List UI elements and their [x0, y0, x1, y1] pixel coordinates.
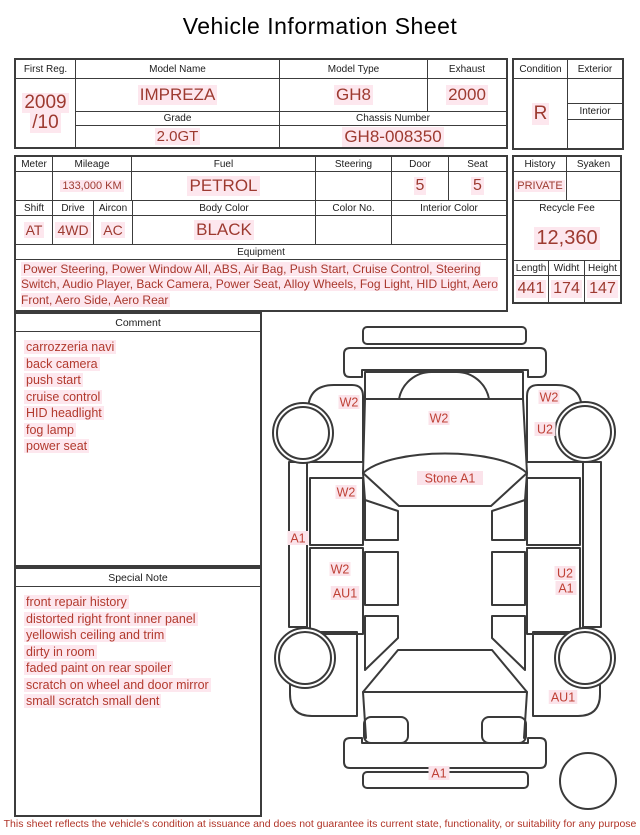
body-color-label: Body Color [133, 201, 316, 215]
width-label: Widht [549, 261, 585, 275]
exterior-value [568, 79, 622, 104]
right-front-door [527, 478, 580, 545]
note-line: yellowish ceiling and trim [26, 628, 165, 642]
interior-color-value [392, 216, 506, 244]
special-note-lines [16, 587, 260, 717]
color-no-value [316, 216, 392, 244]
recycle-fee-label: Recycle Fee [539, 203, 595, 214]
first-reg-value: 2009 /10 [16, 79, 76, 147]
damage-marker-right-rear-door: A1 [558, 581, 574, 596]
left-tail-light [364, 717, 408, 743]
registration-table [14, 58, 508, 149]
spec-table [14, 155, 508, 312]
headlight-arcs [399, 372, 489, 399]
damage-marker-right-front-fender: W2 [539, 390, 559, 405]
fuel-value: PETROL [132, 172, 316, 200]
note-line: push start [26, 373, 81, 387]
drive-value: 4WD [53, 216, 94, 244]
mileage-label: Mileage [53, 157, 132, 171]
damage-marker-right-rear-door: U2 [557, 566, 573, 581]
rear-bumper [344, 738, 546, 768]
chassis-number-label: Chassis Number [280, 112, 506, 126]
damage-marker-hood: W2 [429, 411, 449, 426]
note-line: power seat [26, 439, 88, 453]
note-line: distorted right front inner panel [26, 611, 196, 626]
front-panel [365, 372, 523, 399]
rear-left-wheel [275, 628, 335, 688]
length-value: 441 [514, 276, 549, 302]
damage-markers [288, 390, 578, 781]
length-label: Length [514, 261, 549, 275]
fuel-label: Fuel [132, 157, 316, 171]
footer-disclaimer: This sheet reflects the vehicle's condition at issuance and does not guarantee its current state, functionality, or suitability for any purpose [3, 818, 637, 830]
width-value: 174 [549, 276, 585, 302]
door-label: Door [392, 157, 449, 171]
meter-value [16, 172, 53, 200]
note-line: carrozzeria navi [26, 340, 115, 354]
meter-label: Meter [16, 157, 53, 171]
rear-window [363, 650, 527, 692]
damage-marker-right-front-fender: U2 [537, 422, 553, 437]
damage-marker-rear-bumper: A1 [431, 766, 447, 781]
model-name-label: Model Name [76, 60, 280, 79]
right-front-quarter-window [492, 500, 525, 540]
shift-value: AT [16, 216, 53, 244]
condition-label: Condition [514, 60, 568, 79]
model-name-value: IMPREZA [76, 79, 280, 112]
comment-title: Comment [16, 314, 260, 332]
exhaust-label: Exhaust [428, 60, 506, 79]
model-type-label: Model Type [280, 60, 428, 79]
body-color-value: BLACK [133, 216, 316, 244]
model-type-value: GH8 [280, 79, 428, 112]
front-bumper-strip [363, 327, 526, 344]
door-value: 5 [392, 172, 449, 200]
seat-label: Seat [467, 158, 488, 170]
car-damage-diagram [272, 315, 640, 810]
left-front-quarter-window [365, 500, 398, 540]
damage-marker-windshield: Stone A1 [424, 471, 476, 486]
special-note-box [14, 567, 262, 817]
seat-value: 5 [473, 177, 482, 194]
exterior-label: Exterior [568, 60, 622, 79]
note-line: HID headlight [26, 406, 102, 420]
shift-label: Shift [16, 201, 53, 215]
interior-value [568, 120, 622, 148]
spare-wheel [560, 753, 616, 809]
equipment-label: Equipment [237, 246, 285, 258]
front-right-wheel [555, 402, 615, 462]
note-line: dirty in room [26, 644, 95, 659]
damage-marker-right-rear-fender: AU1 [550, 690, 576, 705]
interior-label: Interior [568, 104, 622, 120]
syaken-label: Syaken [576, 158, 611, 170]
note-line: front repair history [26, 595, 127, 609]
comment-box [14, 312, 262, 567]
height-value: 147 [589, 280, 616, 297]
condition-table [512, 58, 624, 150]
damage-marker-left-rear-door: W2 [330, 562, 350, 577]
syaken-value [567, 172, 620, 200]
left-rear-quarter-window [365, 616, 398, 670]
damage-marker-left-front-fender: W2 [339, 395, 359, 410]
special-note-title: Special Note [16, 569, 260, 587]
interior-color-label: Interior Color [420, 202, 478, 214]
left-window-strip [365, 552, 398, 605]
history-value: PRIVATE [514, 172, 567, 200]
equipment-value: Power Steering, Power Window All, ABS, Air Bag, Push Start, Cruise Control, Steering Switch, Audio Player, Back Camera, Power Seat, Alloy Wheels, Fog Light, HID Light, Aero Front, Aero Side, Aero Rear [21, 262, 498, 307]
right-sill [583, 462, 601, 627]
comment-lines [16, 332, 260, 462]
rear-right-wheel [555, 628, 615, 688]
trunk-sides [363, 692, 527, 738]
note-line: back camera [26, 356, 98, 371]
condition-value: R [514, 79, 568, 148]
right-rear-quarter-window [492, 616, 525, 670]
damage-marker-left-front-door: W2 [336, 485, 356, 500]
grade-value: 2.0GT [76, 126, 280, 147]
exhaust-value: 2000 [428, 79, 506, 112]
recycle-fee-value: 12,360 [536, 226, 598, 249]
page-title: Vehicle Information Sheet [182, 13, 458, 39]
drive-label: Drive [53, 201, 94, 215]
note-line: cruise control [26, 389, 101, 404]
note-line: small scratch small dent [26, 694, 160, 708]
note-line: faded paint on rear spoiler [26, 661, 172, 675]
grade-label: Grade [76, 112, 280, 126]
note-line: fog lamp [26, 422, 74, 437]
steering-label: Steering [316, 157, 392, 171]
note-line: scratch on wheel and door mirror [26, 677, 209, 692]
history-dimensions-table [512, 155, 622, 304]
steering-value [316, 172, 392, 200]
right-tail-light [482, 717, 526, 743]
aircon-label: Aircon [94, 201, 133, 215]
damage-marker-left-rear-door: AU1 [332, 586, 358, 601]
front-left-wheel [273, 403, 333, 463]
first-reg-label: First Reg. [16, 60, 76, 79]
history-label: History [514, 157, 567, 171]
aircon-value: AC [94, 216, 133, 244]
chassis-number-value: GH8-008350 [344, 126, 442, 146]
height-label: Height [588, 262, 617, 274]
right-window-strip [492, 552, 525, 605]
mileage-value: 133,000 KM [53, 172, 132, 200]
hood-sides [363, 399, 527, 473]
color-no-label: Color No. [316, 201, 392, 215]
damage-marker-left-sill: A1 [290, 531, 306, 546]
